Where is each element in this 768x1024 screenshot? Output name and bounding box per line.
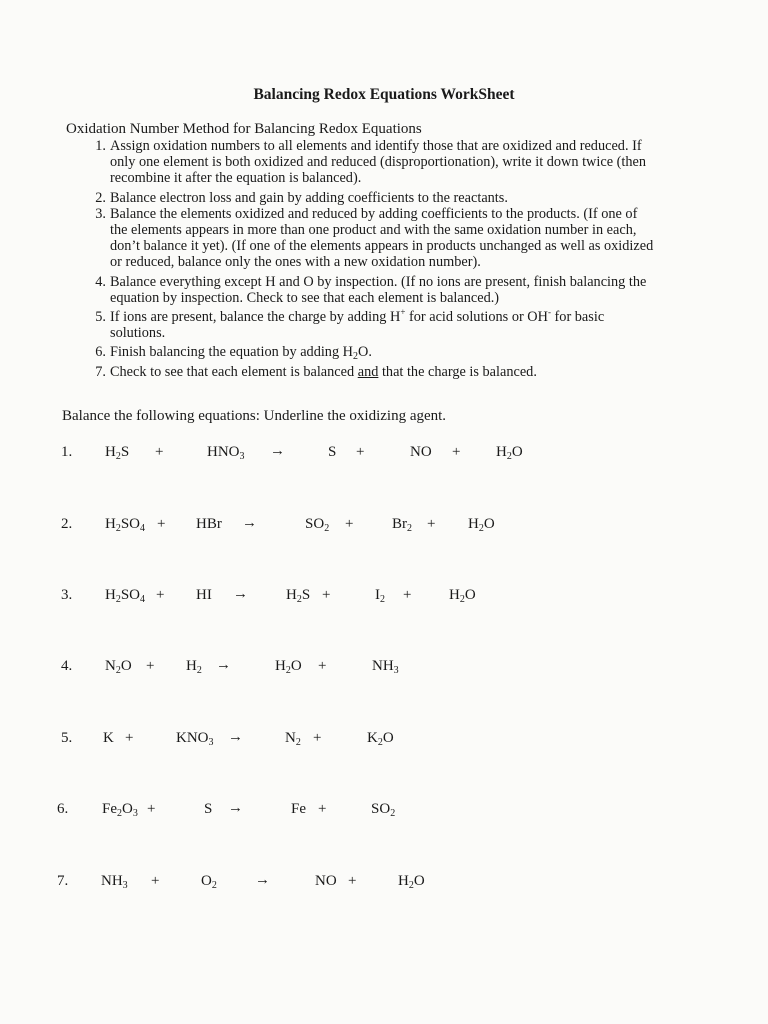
plus-sign — [313, 730, 321, 747]
subscript: 4 — [140, 594, 146, 605]
formula-term — [496, 444, 523, 461]
formula-text: + — [155, 444, 164, 460]
formula-term — [367, 730, 394, 747]
formula-text: S — [301, 587, 311, 603]
reaction-arrow-icon — [255, 872, 270, 889]
formula-text: N — [285, 730, 296, 746]
formula-text: + — [147, 801, 156, 817]
reaction-arrow-icon — [233, 586, 248, 603]
instructions: Balance the following equations: Underline the oxidizing agent. — [62, 408, 447, 424]
formula-text: S — [120, 444, 130, 460]
step-item — [95, 363, 700, 380]
formula-text: O — [201, 873, 212, 889]
formula-text: Fe — [291, 801, 306, 817]
plus-sign — [151, 873, 159, 890]
reaction-arrow-icon — [216, 657, 231, 674]
formula-text: Br — [392, 516, 407, 532]
formula-text: O — [382, 730, 394, 746]
plus-sign — [403, 587, 411, 604]
text-run: for basic — [550, 309, 605, 326]
formula-text: + — [318, 658, 327, 674]
formula-text: + — [322, 587, 331, 603]
subscript: 2 — [115, 594, 121, 605]
underlined-word: and — [357, 363, 379, 380]
method-heading: Oxidation Number Method for Balancing Redox Equations — [66, 121, 422, 137]
step-text-line: the elements appears in more than one product and with the same oxidation number in each, — [110, 222, 637, 239]
formula-text: + — [345, 516, 354, 532]
formula-text: H — [398, 873, 409, 889]
formula-text: + — [146, 658, 155, 674]
subscript: 2 — [295, 737, 301, 748]
formula-term — [103, 730, 114, 747]
formula-text: + — [427, 516, 436, 532]
step-number: 6. — [95, 344, 106, 361]
plus-sign — [452, 444, 460, 461]
formula-text: O — [290, 658, 302, 674]
equation-number: 1. — [61, 444, 73, 460]
plus-sign — [345, 516, 353, 533]
formula-term — [410, 444, 432, 461]
formula-text: + — [452, 444, 461, 460]
step-item — [95, 344, 700, 363]
step-text-line: Balance the elements oxidized and reduced by adding coefficients to the products. (If one of — [110, 205, 638, 222]
formula-term — [328, 444, 336, 461]
step-number: 7. — [95, 363, 106, 380]
subscript: 4 — [140, 523, 146, 534]
formula-text: KNO — [176, 730, 209, 746]
step-text-line: recombine it after the equation is balanced). — [110, 170, 362, 187]
formula-text: H — [105, 516, 116, 532]
formula-text: → — [228, 729, 243, 745]
formula-text: O — [122, 801, 133, 817]
plus-sign — [318, 658, 326, 675]
formula-text: O — [483, 516, 495, 532]
formula-text: S — [328, 444, 337, 460]
reaction-arrow-icon — [228, 729, 243, 746]
step-item — [95, 189, 700, 206]
plus-sign — [156, 587, 164, 604]
formula-text: + — [151, 873, 160, 889]
formula-text: K — [367, 730, 378, 746]
step-text-line: don’t balance it yet). (If one of the elements appears in products unchanged as well as oxidized — [110, 238, 654, 255]
formula-term — [372, 658, 399, 675]
step-text-line — [110, 344, 700, 363]
formula-term — [371, 801, 395, 818]
formula-text: HNO — [207, 444, 240, 460]
formula-term — [196, 587, 212, 604]
formula-term — [275, 658, 302, 675]
plus-sign — [157, 516, 165, 533]
formula-text: → — [242, 515, 257, 531]
formula-text: S — [204, 801, 213, 817]
formula-term — [286, 587, 310, 604]
superscript: + — [400, 307, 406, 318]
formula-text: NH — [101, 873, 123, 889]
formula-term — [101, 873, 128, 890]
step-text-line: only one element is both oxidized and reduced (disproportionation), write it down twice (then — [110, 154, 646, 171]
formula-text: + — [403, 587, 412, 603]
reaction-arrow-icon — [242, 515, 257, 532]
subscript: 2 — [211, 880, 217, 891]
formula-term — [102, 801, 138, 818]
subscript: 2 — [324, 523, 330, 534]
step-item — [95, 205, 700, 271]
equation-number: 7. — [57, 873, 69, 889]
equation-number: 5. — [61, 730, 73, 746]
formula-text: HBr — [196, 516, 222, 532]
formula-text: → — [270, 443, 285, 459]
formula-term — [105, 444, 129, 461]
formula-text: + — [356, 444, 365, 460]
formula-term — [201, 873, 217, 890]
formula-text: O — [511, 444, 523, 460]
equation-number: 3. — [61, 587, 73, 603]
step-item — [95, 307, 700, 342]
reaction-arrow-icon — [228, 800, 243, 817]
plus-sign — [125, 730, 133, 747]
equation-number: 6. — [57, 801, 69, 817]
formula-text: I — [375, 587, 380, 603]
step-number: 3. — [95, 205, 106, 222]
formula-term — [204, 801, 212, 818]
subscript: 3 — [208, 737, 214, 748]
step-text-line: equation by inspection. Check to see that each element is balanced.) — [110, 289, 500, 306]
subscript: 3 — [132, 808, 138, 819]
formula-text: + — [313, 730, 322, 746]
formula-text: + — [348, 873, 357, 889]
formula-text: H — [105, 444, 116, 460]
step-text-line: solutions. — [110, 325, 166, 342]
equation-number: 4. — [61, 658, 73, 674]
step-text-line — [110, 309, 700, 325]
subscript: 2 — [285, 665, 291, 676]
subscript: 2 — [377, 737, 383, 748]
plus-sign — [427, 516, 435, 533]
subscript: 2 — [115, 665, 121, 676]
formula-term — [105, 516, 145, 533]
formula-text: K — [103, 730, 114, 746]
subscript: 2 — [408, 880, 414, 891]
formula-term — [176, 730, 214, 747]
formula-term — [375, 587, 385, 604]
formula-text: + — [125, 730, 134, 746]
formula-term — [186, 658, 202, 675]
formula-text: O — [120, 658, 132, 674]
formula-term — [196, 516, 222, 533]
plus-sign — [348, 873, 356, 890]
subscript: 3 — [393, 665, 399, 676]
subscript: 2 — [390, 808, 396, 819]
formula-text: NO — [410, 444, 432, 460]
subscript: 2 — [459, 594, 465, 605]
formula-term — [207, 444, 245, 461]
text-run: that the charge is balanced. — [378, 363, 537, 380]
subscript: 3 — [122, 880, 128, 891]
text-run: for acid solutions or OH — [405, 309, 548, 326]
equation-number: 2. — [61, 516, 73, 532]
step-number: 4. — [95, 273, 106, 290]
subscript: 2 — [506, 451, 512, 462]
formula-text: H — [496, 444, 507, 460]
plus-sign — [322, 587, 330, 604]
formula-text: → — [228, 800, 243, 816]
formula-term — [315, 873, 337, 890]
formula-text: SO — [305, 516, 325, 532]
formula-text: NO — [315, 873, 337, 889]
plus-sign — [147, 801, 155, 818]
step-text-line: Balance everything except H and O by inspection. (If no ions are present, finish balancing the — [110, 273, 647, 290]
formula-term — [285, 730, 301, 747]
step-item — [95, 273, 700, 306]
formula-text: H — [449, 587, 460, 603]
formula-text: NH — [372, 658, 394, 674]
subscript: 2 — [115, 451, 121, 462]
step-text-line — [110, 364, 700, 380]
subscript: 2 — [478, 523, 484, 534]
subscript: 3 — [239, 451, 245, 462]
step-text-line: or reduced, balance only the ones with a new oxidation number). — [110, 254, 481, 271]
subscript: 2 — [407, 523, 412, 534]
step-number: 2. — [95, 189, 106, 206]
reaction-arrow-icon — [270, 443, 285, 460]
page-title: Balancing Redox Equations WorkSheet — [253, 86, 515, 103]
formula-text: Fe — [102, 801, 117, 817]
subscript: 2 — [353, 351, 359, 363]
formula-text: N — [105, 658, 116, 674]
step-item — [95, 138, 700, 187]
formula-text: H — [468, 516, 479, 532]
formula-text: H — [275, 658, 286, 674]
formula-term — [468, 516, 495, 533]
text-run: Check to see that each element is balanced — [110, 363, 358, 380]
plus-sign — [356, 444, 364, 461]
formula-term — [291, 801, 306, 818]
formula-text: O — [464, 587, 476, 603]
formula-text: → — [216, 657, 231, 673]
formula-text: SO — [371, 801, 391, 817]
formula-text: H — [286, 587, 297, 603]
formula-term — [105, 587, 145, 604]
formula-term — [449, 587, 476, 604]
formula-text: SO — [120, 587, 141, 603]
step-number: 5. — [95, 309, 106, 326]
subscript: 2 — [296, 594, 302, 605]
formula-term — [105, 658, 132, 675]
text-run: O. — [358, 344, 372, 361]
plus-sign — [155, 444, 163, 461]
formula-term — [392, 516, 412, 533]
subscript: 2 — [117, 808, 122, 819]
step-text-line: Assign oxidation numbers to all elements and identify those that are oxidized and reduced. If — [110, 138, 642, 154]
plus-sign — [318, 801, 326, 818]
formula-text: H — [186, 658, 197, 674]
formula-text: → — [255, 872, 270, 888]
subscript: 2 — [115, 523, 121, 534]
formula-text: + — [156, 587, 165, 603]
formula-text: → — [233, 586, 248, 602]
step-text-line: Balance electron loss and gain by adding coefficients to the reactants. — [110, 189, 508, 206]
text-run: Finish balancing the equation by adding H — [110, 344, 354, 361]
formula-text: HI — [196, 587, 212, 603]
superscript: - — [547, 307, 551, 318]
steps-list — [95, 138, 700, 380]
formula-text: SO — [120, 516, 141, 532]
step-number: 1. — [95, 138, 106, 154]
formula-term — [398, 873, 425, 890]
formula-text: O — [413, 873, 425, 889]
formula-text: + — [318, 801, 327, 817]
text-run: If ions are present, balance the charge by adding H — [110, 309, 401, 326]
formula-text: H — [105, 587, 116, 603]
plus-sign — [146, 658, 154, 675]
subscript: 2 — [380, 594, 385, 605]
formula-text: + — [157, 516, 166, 532]
formula-term — [305, 516, 329, 533]
subscript: 2 — [196, 665, 202, 676]
